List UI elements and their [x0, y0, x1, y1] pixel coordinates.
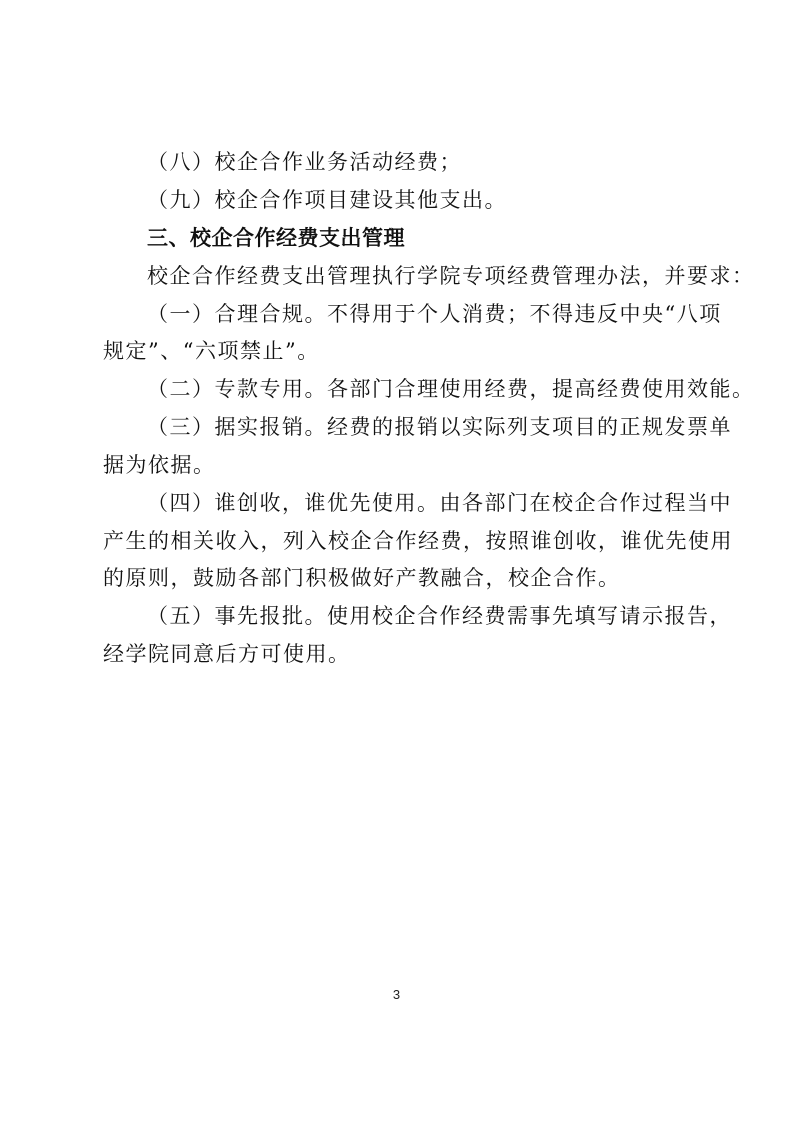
rule-2: （二）专款专用。各部门合理使用经费，提高经费使用效能。	[147, 377, 755, 401]
rule-5-line-1: （五）事先报批。使用校企合作经费需事先填写请示报告，	[147, 604, 732, 628]
rule-3-line-1: （三）据实报销。经费的报销以实际列支项目的正规发票单	[147, 415, 732, 439]
page-number: 3	[392, 987, 401, 1002]
item-9: （九）校企合作项目建设其他支出。	[147, 188, 507, 212]
section-intro: 校企合作经费支出管理执行学院专项经费管理办法，并要求：	[147, 264, 755, 288]
rule-1-line-1: （一）合理合规。不得用于个人消费；不得违反中央“八项	[147, 302, 722, 326]
rule-1-line-2: 规定”、“六项禁止”。	[103, 339, 320, 363]
rule-3-line-2: 据为依据。	[103, 453, 216, 477]
rule-4-line-2: 产生的相关收入，列入校企合作经费，按照谁创收，谁优先使用	[103, 529, 733, 553]
section-heading-3: 三、校企合作经费支出管理	[147, 226, 405, 250]
rule-4-line-1: （四）谁创收，谁优先使用。由各部门在校企合作过程当中	[147, 491, 732, 515]
item-8: （八）校企合作业务活动经费；	[147, 150, 462, 174]
rule-4-line-3: 的原则，鼓励各部门积极做好产教融合，校企合作。	[103, 566, 621, 590]
rule-5-line-2: 经学院同意后方可使用。	[103, 642, 351, 666]
